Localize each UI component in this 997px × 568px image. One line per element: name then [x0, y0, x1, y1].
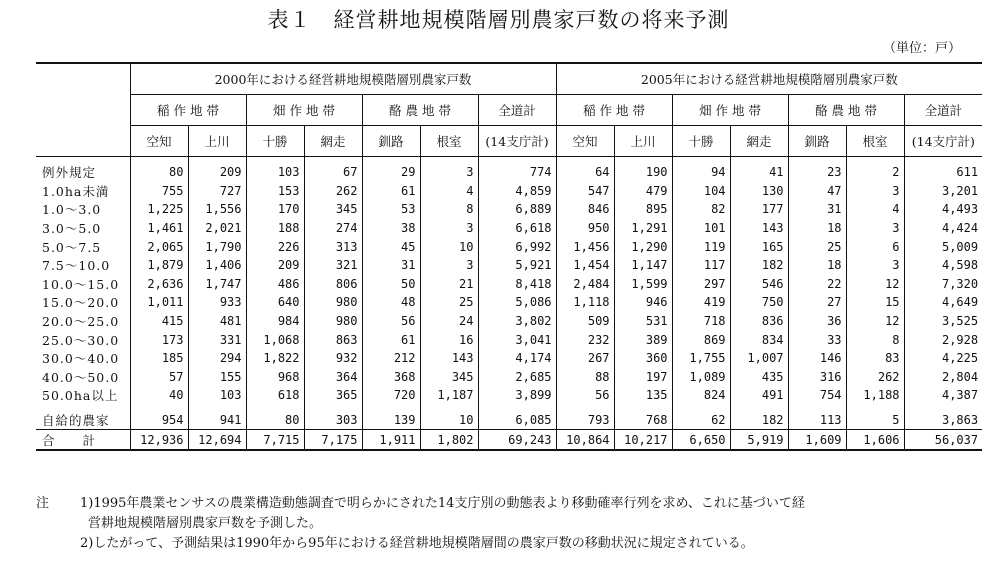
table-cell: 190 [614, 157, 672, 182]
note-label: 注 [36, 496, 50, 511]
table-cell: 170 [246, 200, 304, 219]
table-cell: 2,484 [556, 275, 614, 294]
table-cell: 80 [130, 157, 188, 182]
table-cell: 5,919 [730, 430, 788, 450]
table-cell: 103 [188, 386, 246, 405]
table-cell: 56 [362, 312, 420, 331]
table-cell: 7,320 [904, 275, 982, 294]
table-row [36, 293, 982, 312]
table-cell: 2,065 [130, 237, 188, 256]
table-cell: 262 [304, 182, 362, 201]
table-cell: 119 [672, 237, 730, 256]
subarea-header: 十勝 [246, 126, 304, 157]
table-row [36, 386, 982, 405]
table-cell: 303 [304, 405, 362, 430]
table-cell: 531 [614, 312, 672, 331]
table-cell: 365 [304, 386, 362, 405]
table-cell: 24 [420, 312, 478, 331]
table-cell: 45 [362, 237, 420, 256]
table-cell: 10,864 [556, 430, 614, 450]
table-cell: 143 [730, 219, 788, 238]
table-cell: 130 [730, 182, 788, 201]
subarea-header: 根室 [420, 126, 478, 157]
table-cell: 209 [246, 256, 304, 275]
table-cell: 113 [788, 405, 846, 430]
table-cell: 3,802 [478, 312, 556, 331]
table-cell: 10 [420, 237, 478, 256]
table-cell: 1,291 [614, 219, 672, 238]
table-title: 表１ 経営耕地規模階層別農家戸数の将来予測 [267, 8, 730, 32]
table-cell: 197 [614, 368, 672, 387]
table-cell: 1,454 [556, 256, 614, 275]
table-cell: 36 [788, 312, 846, 331]
unit-label: （単位：戸） [882, 41, 961, 56]
row-label: 7.5～10.0 [42, 258, 111, 274]
table-cell: 61 [362, 330, 420, 349]
table-cell: 1,406 [188, 256, 246, 275]
table-cell: 274 [304, 219, 362, 238]
table-cell: 6,618 [478, 219, 556, 238]
table-cell: 27 [788, 293, 846, 312]
table-cell: 3 [846, 256, 904, 275]
table-cell: 1,609 [788, 430, 846, 450]
region-all-2000: 全道計 [478, 95, 556, 126]
table-cell: 4,174 [478, 349, 556, 368]
table-cell: 718 [672, 312, 730, 331]
table-cell: 12 [846, 275, 904, 294]
table-cell: 31 [788, 200, 846, 219]
table-cell: 321 [304, 256, 362, 275]
table-cell: 12,936 [130, 430, 188, 450]
table-cell: 6,650 [672, 430, 730, 450]
table-cell: 12,694 [188, 430, 246, 450]
stub-header [36, 63, 130, 157]
row-label: 10.0～15.0 [42, 276, 120, 292]
table-cell: 1,089 [672, 368, 730, 387]
table-cell: 750 [730, 293, 788, 312]
subarea-header: 釧路 [788, 126, 846, 157]
table-cell: 6,992 [478, 237, 556, 256]
note-1: 1)1995年農業センサスの農業構造動態調査で明らかにされた14支庁別の動態表より移動確率行列を求め、これに基づいて経 [80, 496, 805, 511]
table-cell: 4 [420, 182, 478, 201]
table-cell: 18 [788, 256, 846, 275]
table-cell: 4,649 [904, 293, 982, 312]
table-cell: 104 [672, 182, 730, 201]
table-cell: 435 [730, 368, 788, 387]
table-cell: 297 [672, 275, 730, 294]
table-cell: 3,041 [478, 330, 556, 349]
table-cell: 64 [556, 157, 614, 182]
region-rice-2000: 稲 作 地 帯 [130, 95, 246, 126]
table-cell: 3,863 [904, 405, 982, 430]
table-cell: 1,147 [614, 256, 672, 275]
table-cell: 863 [304, 330, 362, 349]
table-cell: 364 [304, 368, 362, 387]
note-1-continued: 営耕地規模階層別農家戸数を予測した。 [88, 516, 323, 531]
table-row [36, 275, 982, 294]
table-cell: 824 [672, 386, 730, 405]
table-cell: 2,685 [478, 368, 556, 387]
table-cell: 806 [304, 275, 362, 294]
table-cell: 40 [130, 386, 188, 405]
table-cell: 419 [672, 293, 730, 312]
table-cell: 727 [188, 182, 246, 201]
table-cell: 62 [672, 405, 730, 430]
table-cell: 5 [846, 405, 904, 430]
table-cell: 754 [788, 386, 846, 405]
table-row [36, 219, 982, 238]
table-cell: 946 [614, 293, 672, 312]
table-row [36, 200, 982, 219]
table-cell: 8,418 [478, 275, 556, 294]
subarea-header: 十勝 [672, 126, 730, 157]
table-cell: 226 [246, 237, 304, 256]
table-cell: 611 [904, 157, 982, 182]
table-cell: 1,879 [130, 256, 188, 275]
row-label: 40.0～50.0 [42, 369, 120, 385]
table-cell: 61 [362, 182, 420, 201]
table-cell: 720 [362, 386, 420, 405]
table-cell: 836 [730, 312, 788, 331]
table-cell: 895 [614, 200, 672, 219]
table-cell: 47 [788, 182, 846, 201]
row-label: 1.0～3.0 [42, 202, 102, 218]
table-cell: 4 [846, 200, 904, 219]
row-label: 20.0～25.0 [42, 314, 120, 330]
table-cell: 1,118 [556, 293, 614, 312]
table-cell: 481 [188, 312, 246, 331]
table-cell: 155 [188, 368, 246, 387]
table-cell: 18 [788, 219, 846, 238]
region-rice-2005: 稲 作 地 帯 [556, 95, 672, 126]
table-cell: 1,011 [130, 293, 188, 312]
table-cell: 209 [188, 157, 246, 182]
table-cell: 2,636 [130, 275, 188, 294]
table-cell: 135 [614, 386, 672, 405]
region-dairy-2000: 酪 農 地 帯 [362, 95, 478, 126]
table-cell: 316 [788, 368, 846, 387]
table-cell: 182 [730, 405, 788, 430]
table-cell: 69,243 [478, 430, 556, 450]
table-cell: 368 [362, 368, 420, 387]
table-cell: 547 [556, 182, 614, 201]
table-cell: 3 [420, 157, 478, 182]
table-cell: 5,086 [478, 293, 556, 312]
table-cell: 267 [556, 349, 614, 368]
table-cell: 31 [362, 256, 420, 275]
table-row [36, 312, 982, 331]
table-cell: 117 [672, 256, 730, 275]
row-label: 3.0～5.0 [42, 221, 102, 237]
subarea-header: 上川 [188, 126, 246, 157]
table-cell: 103 [246, 157, 304, 182]
table-cell: 984 [246, 312, 304, 331]
table-cell: 4,598 [904, 256, 982, 275]
table-cell: 1,007 [730, 349, 788, 368]
table-cell: 3 [846, 182, 904, 201]
table-cell: 173 [130, 330, 188, 349]
table-cell: 83 [846, 349, 904, 368]
table-cell: 8 [420, 200, 478, 219]
table-cell: 415 [130, 312, 188, 331]
table-cell: 1,911 [362, 430, 420, 450]
table-cell: 3,525 [904, 312, 982, 331]
table-cell: 10 [420, 405, 478, 430]
table-cell: 16 [420, 330, 478, 349]
table-cell: 941 [188, 405, 246, 430]
table-cell: 4,225 [904, 349, 982, 368]
table-cell: 262 [846, 368, 904, 387]
subarea-header: 空知 [556, 126, 614, 157]
table-cell: 4,859 [478, 182, 556, 201]
table-row [36, 256, 982, 275]
table-cell: 869 [672, 330, 730, 349]
table-cell: 212 [362, 349, 420, 368]
note-2: 2)したがって、予測結果は1990年から95年における経営耕地規模階層間の農家戸数の移動状況に規定されている。 [80, 536, 754, 551]
table-cell: 846 [556, 200, 614, 219]
table-cell: 25 [420, 293, 478, 312]
table-cell: 1,606 [846, 430, 904, 450]
table-cell: 50 [362, 275, 420, 294]
table-cell: 2,021 [188, 219, 246, 238]
table-cell: 67 [304, 157, 362, 182]
table-cell: 143 [420, 349, 478, 368]
table-row [36, 330, 982, 349]
table-cell: 932 [304, 349, 362, 368]
notes [36, 494, 971, 554]
row-label: 合 計 [36, 430, 130, 450]
table-cell: 980 [304, 293, 362, 312]
subarea-header: 釧路 [362, 126, 420, 157]
table-cell: 7,715 [246, 430, 304, 450]
table-cell: 1,068 [246, 330, 304, 349]
table-cell: 1,461 [130, 219, 188, 238]
table-cell: 2,928 [904, 330, 982, 349]
table-cell: 22 [788, 275, 846, 294]
table-cell: 980 [304, 312, 362, 331]
subarea-header: 根室 [846, 126, 904, 157]
table-cell: 793 [556, 405, 614, 430]
row-label: 自給的農家 [42, 413, 110, 429]
table-cell: 345 [420, 368, 478, 387]
table-cell: 57 [130, 368, 188, 387]
region-all-2005: 全道計 [904, 95, 982, 126]
table-row [36, 237, 982, 256]
table-cell: 3 [846, 219, 904, 238]
table-cell: 25 [788, 237, 846, 256]
table-cell: 10,217 [614, 430, 672, 450]
table-cell: 146 [788, 349, 846, 368]
table-cell: 486 [246, 275, 304, 294]
row-label: 例外規定 [42, 165, 97, 181]
table-cell: 313 [304, 237, 362, 256]
table-cell: 345 [304, 200, 362, 219]
table-cell: 3 [420, 256, 478, 275]
table-row [36, 405, 982, 430]
table-cell: 56,037 [904, 430, 982, 450]
table-cell: 101 [672, 219, 730, 238]
table-cell: 29 [362, 157, 420, 182]
table-cell: 2,804 [904, 368, 982, 387]
table-cell: 15 [846, 293, 904, 312]
subarea-header: 網走 [730, 126, 788, 157]
table-row [36, 430, 982, 450]
table-cell: 294 [188, 349, 246, 368]
table-cell: 182 [730, 256, 788, 275]
table-cell: 1,822 [246, 349, 304, 368]
table-cell: 3 [420, 219, 478, 238]
row-label: 1.0ha未満 [42, 183, 110, 199]
table-cell: 94 [672, 157, 730, 182]
table-cell: 165 [730, 237, 788, 256]
table-cell: 774 [478, 157, 556, 182]
table-cell: 12 [846, 312, 904, 331]
table-cell: 6 [846, 237, 904, 256]
table-cell: 56 [556, 386, 614, 405]
table-cell: 1,187 [420, 386, 478, 405]
table-cell: 1,755 [672, 349, 730, 368]
table-cell: 933 [188, 293, 246, 312]
region-field-2005: 畑 作 地 帯 [672, 95, 788, 126]
table-row [36, 157, 982, 182]
table-cell: 41 [730, 157, 788, 182]
table-cell: 38 [362, 219, 420, 238]
table-cell: 80 [246, 405, 304, 430]
table-cell: 491 [730, 386, 788, 405]
group-header-2005: 2005年における経営耕地規模階層別農家戸数 [556, 63, 982, 95]
table-cell: 1,290 [614, 237, 672, 256]
table-row [36, 182, 982, 201]
table-cell: 2 [846, 157, 904, 182]
table-cell: 5,921 [478, 256, 556, 275]
table-cell: 1,790 [188, 237, 246, 256]
row-label: 15.0～20.0 [42, 295, 120, 311]
table-cell: 7,175 [304, 430, 362, 450]
table-cell: 4,424 [904, 219, 982, 238]
table-cell: 6,889 [478, 200, 556, 219]
row-label: 50.0ha以上 [42, 388, 119, 404]
table-cell: 755 [130, 182, 188, 201]
table-cell: 153 [246, 182, 304, 201]
table-cell: 1,599 [614, 275, 672, 294]
table-row [36, 349, 982, 368]
region-field-2000: 畑 作 地 帯 [246, 95, 362, 126]
table-cell: 8 [846, 330, 904, 349]
table-cell: 479 [614, 182, 672, 201]
row-label: 5.0～7.5 [42, 239, 102, 255]
table-cell: 3,201 [904, 182, 982, 201]
table-cell: 5,009 [904, 237, 982, 256]
table-cell: 968 [246, 368, 304, 387]
table-cell: 3,899 [478, 386, 556, 405]
table-cell: 23 [788, 157, 846, 182]
subarea-header-total: (14支庁計) [478, 126, 556, 157]
table-cell: 954 [130, 405, 188, 430]
table-cell: 1,747 [188, 275, 246, 294]
subarea-header: 空知 [130, 126, 188, 157]
table-cell: 21 [420, 275, 478, 294]
subarea-header: 上川 [614, 126, 672, 157]
table-cell: 139 [362, 405, 420, 430]
subarea-header-total: (14支庁計) [904, 126, 982, 157]
row-label: 25.0～30.0 [42, 332, 120, 348]
table-cell: 53 [362, 200, 420, 219]
table-cell: 1,556 [188, 200, 246, 219]
table-cell: 232 [556, 330, 614, 349]
table-cell: 834 [730, 330, 788, 349]
table-cell: 82 [672, 200, 730, 219]
table-cell: 768 [614, 405, 672, 430]
subarea-header: 網走 [304, 126, 362, 157]
table-cell: 33 [788, 330, 846, 349]
farm-households-table [36, 62, 982, 451]
table-cell: 88 [556, 368, 614, 387]
table-row [36, 368, 982, 387]
table-cell: 331 [188, 330, 246, 349]
table-cell: 546 [730, 275, 788, 294]
table-cell: 4,493 [904, 200, 982, 219]
table-cell: 6,085 [478, 405, 556, 430]
table-cell: 1,188 [846, 386, 904, 405]
table-cell: 640 [246, 293, 304, 312]
table-body [36, 157, 982, 450]
table-cell: 177 [730, 200, 788, 219]
table-cell: 188 [246, 219, 304, 238]
row-label: 30.0～40.0 [42, 351, 120, 367]
group-header-2000: 2000年における経営耕地規模階層別農家戸数 [130, 63, 556, 95]
table-cell: 48 [362, 293, 420, 312]
table-cell: 360 [614, 349, 672, 368]
table-cell: 185 [130, 349, 188, 368]
table-cell: 1,802 [420, 430, 478, 450]
region-dairy-2005: 酪 農 地 帯 [788, 95, 904, 126]
table-cell: 1,456 [556, 237, 614, 256]
table-cell: 389 [614, 330, 672, 349]
table-cell: 1,225 [130, 200, 188, 219]
table-cell: 618 [246, 386, 304, 405]
table-cell: 509 [556, 312, 614, 331]
table-cell: 4,387 [904, 386, 982, 405]
table-cell: 950 [556, 219, 614, 238]
